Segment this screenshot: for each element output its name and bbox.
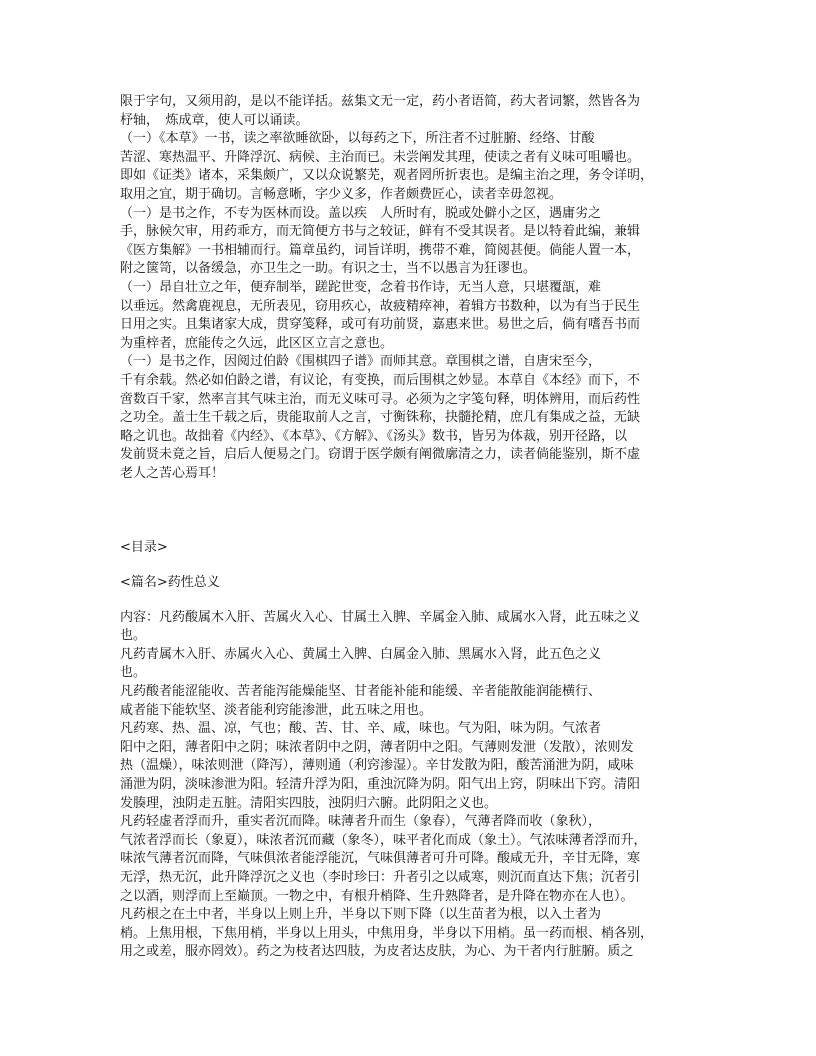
text-line: 梢。上焦用根，下焦用梢，半身以上用头，中焦用身，半身以下用梢。虽一药而根、梢各别， xyxy=(120,925,654,941)
text-line: 凡药根之在土中者，半身以上则上升，半身以下则下降（以生苗者为根，以入土者为 xyxy=(120,907,602,923)
text-line: （一）《本草》一书，读之率欲睡欲卧，以每药之下，所注者不过脏腑、经络、甘酸 xyxy=(120,131,595,147)
text-line: 手，脉候欠审，用药乖方，而无简便方书与之较证，鲜有不受其误者。是以特着此编，兼辑 xyxy=(120,224,641,240)
text-line: 内容：凡药酸属木入肝、苦属火入心、甘属土入脾、辛属金入肺、咸属水入肾，此五味之义 xyxy=(120,609,641,625)
text-line: 即如《证类》诸本，采集颇广，又以众说繁芜，观者罔所折衷也。是编主治之理，务令详明， xyxy=(120,168,654,184)
text-line: 为重梓者，庶能传之久远，此区区立言之意也。 xyxy=(120,335,394,351)
text-line: 之功全。盖士生千载之后，贵能取前人之言，寸衡铢称，抉髓抡精，庶几有集成之益，无缺 xyxy=(120,410,641,426)
text-line: 也。 xyxy=(120,628,147,644)
text-line: 凡药青属木入肝、赤属火入心、黄属土入脾、白属金入肺、黑属水入肾，此五色之义 xyxy=(120,646,602,662)
text-line: （一）昂自壮立之年，便弃制举，蹉跎世变，念着书作诗，无当人意，只堪覆瓿，难 xyxy=(120,279,602,295)
text-line: 限于字句，又须用韵，是以不能详括。兹集文无一定，药小者语简，药大者词繁，然皆各为 xyxy=(120,94,641,109)
text-line: 杼轴， 炼成章，使人可以诵读。 xyxy=(120,112,309,128)
text-line: 热（温燥），味浓则泄（降泻），薄则通（利窍渗湿）。辛甘发散为阳，酸苦涌泄为阴，咸味 xyxy=(120,758,634,774)
spacer xyxy=(120,558,700,574)
text-line: 凡药轻虚者浮而升，重实者沉而降。味薄者升而生（象春），气薄者降而收（象秋）， xyxy=(120,814,602,830)
chapter-title: <篇名>药性总义 xyxy=(120,575,220,591)
spacer xyxy=(120,593,700,609)
text-line: 日用之实。且集诸家大成，贯穿笺释，或可有功前贤，嘉惠来世。易世之后，倘有嗜吾书而 xyxy=(120,317,641,333)
document-page xyxy=(120,93,700,962)
text-line: 苦涩、寒热温平、升降浮沉、病候、主治而已。未尝阐发其理，使读之者有义味可咀嚼也。 xyxy=(120,149,641,165)
toc-label: <目录> xyxy=(120,540,168,556)
text-line: 凡药寒、热、温、凉，气也；酸、苦、甘、辛、咸，味也。气为阳，味为阴。气浓者 xyxy=(120,721,602,737)
text-line: 千有余载。然必如伯龄之谱，有议论，有变换，而后围棋之妙显。本草自《本经》而下，不 xyxy=(120,372,641,388)
text-line: 老人之苦心焉耳！ xyxy=(120,465,225,481)
text-line: （一）是书之作，不专为医林而设。盖以疾 人所时有，脱或处僻小之区，遇庸劣之 xyxy=(120,205,602,221)
content-section xyxy=(120,609,700,962)
text-line: 阳中之阳，薄者阳中之阴；味浓者阴中之阴，薄者阴中之阳。气薄则发泄（发散），浓则发 xyxy=(120,739,634,755)
text-line: 也。 xyxy=(120,665,147,681)
text-line: 以垂远。然禽鹿视息，无所表见，窃用疚心，故疲精瘁神，着辑方书数种，以为有当于民生 xyxy=(120,298,641,314)
text-line: 无浮，热无沉，此升降浮沉之义也（李时珍曰：升者引之以咸寒，则沉而直达下焦；沉者引 xyxy=(120,869,641,885)
text-line: 用之或差，服亦罔效）。药之为枝者达四肢，为皮者达皮肤，为心、为干者内行脏腑。质之 xyxy=(120,944,634,960)
spacer xyxy=(120,483,700,539)
text-line: 咸者能下能软坚、淡者能利窍能渗泄，此五味之用也。 xyxy=(120,702,433,718)
text-line: 取用之宜，期于确切。言畅意晰，字少义多，作者颇费匠心，读者幸毋忽视。 xyxy=(120,186,563,202)
text-line: 凡药酸者能涩能收、苦者能泻能燥能坚、甘者能补能和能缓、辛者能散能润能横行、 xyxy=(120,684,602,700)
text-line: （一）是书之作，因阅过伯龄《围棋四子谱》而师其意。章围棋之谱，自唐宋至今， xyxy=(120,354,602,370)
text-line: 涌泄为阴，淡味渗泄为阳。轻清升浮为阳，重浊沉降为阴。阳气出上窍，阴味出下窍。清阳 xyxy=(120,777,641,792)
text-line: 味浓气薄者沉而降，气味俱浓者能浮能沉，气味俱薄者可升可降。酸咸无升，辛甘无降，寒 xyxy=(120,851,641,867)
text-line: 《医方集解》一书相辅而行。篇章虽约，词旨详明，携带不难，简阅甚便。倘能人置一本， xyxy=(120,242,641,258)
text-line: 气浓者浮而长（象夏），味浓者沉而藏（象冬），味平者化而成（象土）。气浓味薄者浮而升， xyxy=(120,832,647,848)
preface-section xyxy=(120,93,700,483)
text-line: 发腠理，浊阴走五脏。清阳实四肢，浊阴归六腑。此阴阳之义也。 xyxy=(120,795,498,811)
text-line: 略之讥也。故拙着《内经》、《本草》、《方解》、《汤头》数书，皆另为体裁，别开径路，以 xyxy=(120,428,628,444)
text-line: 附之箧笥，以备缓急，亦卫生之一助。有识之士，当不以愚言为狂谬也。 xyxy=(120,261,537,277)
text-line: 啻数百千家，然率言其气味主治，而无义味可寻。必须为之字笺句释，明体辨用，而后药性 xyxy=(120,391,641,407)
text-line: 发前贤未竟之旨，启后人便易之门。窃谓于医学颇有阐微廓清之力，读者倘能鉴别，斯不虚 xyxy=(120,447,641,463)
text-line: 之以酒，则浮而上至巅顶。一物之中，有根升梢降、生升熟降者，是升降在物亦在人也）。 xyxy=(120,888,634,904)
